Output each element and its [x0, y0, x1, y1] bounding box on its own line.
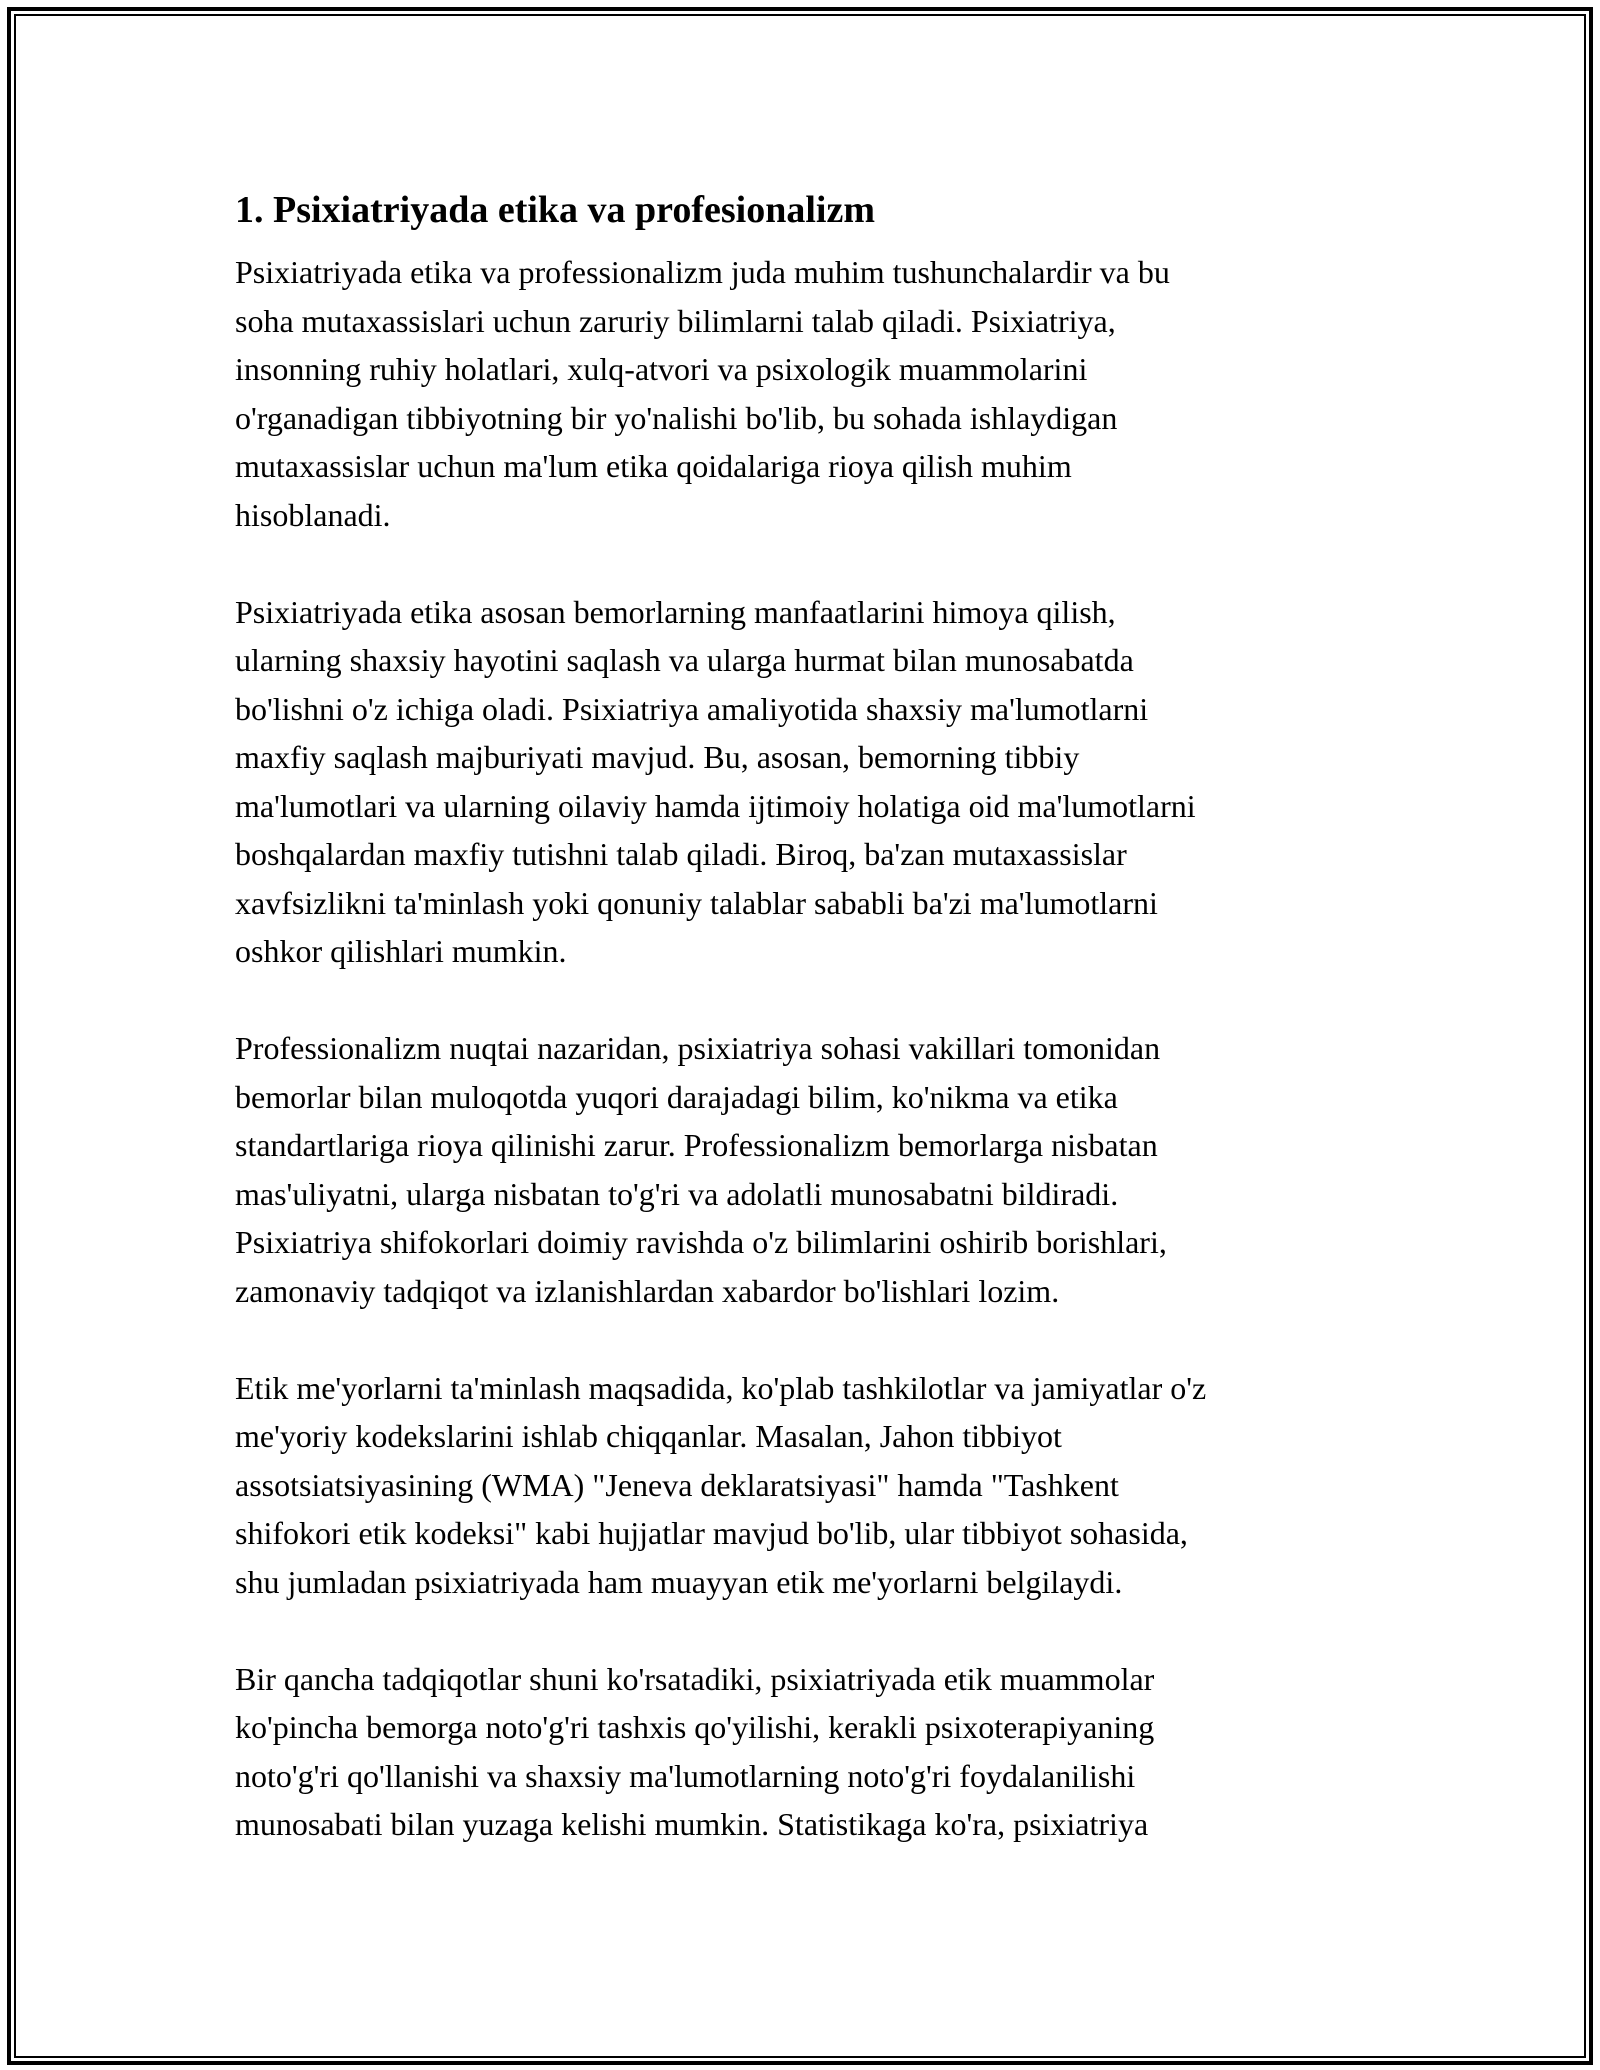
text-line: zamonaviy tadqiqot va izlanishlardan xabardor bo'lishlari lozim.: [235, 1272, 1060, 1309]
text-line: maxfiy saqlash majburiyati mavjud. Bu, asosan, bemorning tibbiy: [235, 739, 1080, 775]
text-line: ma'lumotlari va ularning oilaviy hamda ijtimoiy holatiga oid ma'lumotlarni: [235, 787, 1196, 824]
text-line: Etik me'yorlarni ta'minlash maqsadida, ko'plab tashkilotlar va jamiyatlar o'z: [235, 1369, 1207, 1406]
text-line: Psixiatriya shifokorlari doimiy ravishda o'z bilimlarini oshirib borishlari,: [235, 1224, 1167, 1260]
paragraph-4: [235, 1364, 1365, 1607]
text-line: boshqalardan maxfiy tutishni talab qiladi. Biroq, ba'zan mutaxassislar: [235, 836, 1127, 872]
text-line: standartlariga rioya qilinishi zarur. Professionalizm bemorlarga nisbatan: [235, 1127, 1158, 1163]
text-line: shu jumladan psixiatriyada ham muayyan etik me'yorlarni belgilaydi.: [235, 1563, 1123, 1600]
text-line: ko'pincha bemorga noto'g'ri tashxis qo'yilishi, kerakli psixoterapiyaning: [235, 1709, 1155, 1745]
text-line: soha mutaxassislari uchun zaruriy bilimlarni talab qiladi. Psixiatriya,: [235, 302, 1116, 339]
text-line: bemorlar bilan muloqotda yuqori darajadagi bilim, ko'nikma va etika: [235, 1078, 1118, 1115]
text-line: noto'g'ri qo'llanishi va shaxsiy ma'lumotlarning noto'g'ri foydalanilishi: [235, 1757, 1136, 1794]
section-heading: 1. Psixiatriyada etika va profesionalizm: [235, 189, 875, 231]
text-line: Psixiatriyada etika va professionalizm juda muhim tushunchalardir va bu: [235, 254, 1170, 290]
text-line: Professionalizm nuqtai nazaridan, psixiatriya sohasi vakillari tomonidan: [235, 1030, 1161, 1066]
text-line: Psixiatriyada etika asosan bemorlarning manfaatlarini himoya qilish,: [235, 593, 1116, 630]
paragraph-1: [235, 248, 1365, 539]
text-line: me'yoriy kodekslarini ishlab chiqqanlar. Masalan, Jahon tibbiyot: [235, 1418, 1062, 1454]
paragraph-3: [235, 1024, 1365, 1315]
paragraph-2: [235, 588, 1365, 976]
text-line: shifokori etik kodeksi" kabi hujjatlar mavjud bo'lib, ular tibbiyot sohasida,: [235, 1515, 1188, 1551]
text-line: ularning shaxsiy hayotini saqlash va ularga hurmat bilan munosabatda: [235, 642, 1134, 678]
text-line: mas'uliyatni, ularga nisbatan to'g'ri va adolatli munosabatni bildiradi.: [235, 1175, 1119, 1212]
text-line: Bir qancha tadqiqotlar shuni ko'rsatadiki, psixiatriyada etik muammolar: [235, 1660, 1155, 1697]
document-body: [235, 186, 1365, 1897]
text-line: bo'lishni o'z ichiga oladi. Psixiatriya amaliyotida shaxsiy ma'lumotlarni: [235, 690, 1149, 727]
text-line: insonning ruhiy holatlari, xulq-atvori va psixologik muammolarini: [235, 351, 1088, 387]
text-line: assotsiatsiyasining (WMA) "Jeneva deklaratsiyasi" hamda "Tashkent: [235, 1466, 1119, 1503]
text-line: xavfsizlikni ta'minlash yoki qonuniy talablar sababli ba'zi ma'lumotlarni: [235, 884, 1158, 921]
text-line: munosabati bilan yuzaga kelishi mumkin. Statistikaga ko'ra, psixiatriya: [235, 1806, 1149, 1842]
paragraph-5: [235, 1655, 1365, 1849]
text-line: oshkor qilishlari mumkin.: [235, 933, 567, 969]
text-line: hisoblanadi.: [235, 496, 391, 533]
text-line: o'rganadigan tibbiyotning bir yo'nalishi bo'lib, bu sohada ishlaydigan: [235, 399, 1118, 436]
text-line: mutaxassislar uchun ma'lum etika qoidalariga rioya qilish muhim: [235, 448, 1072, 484]
